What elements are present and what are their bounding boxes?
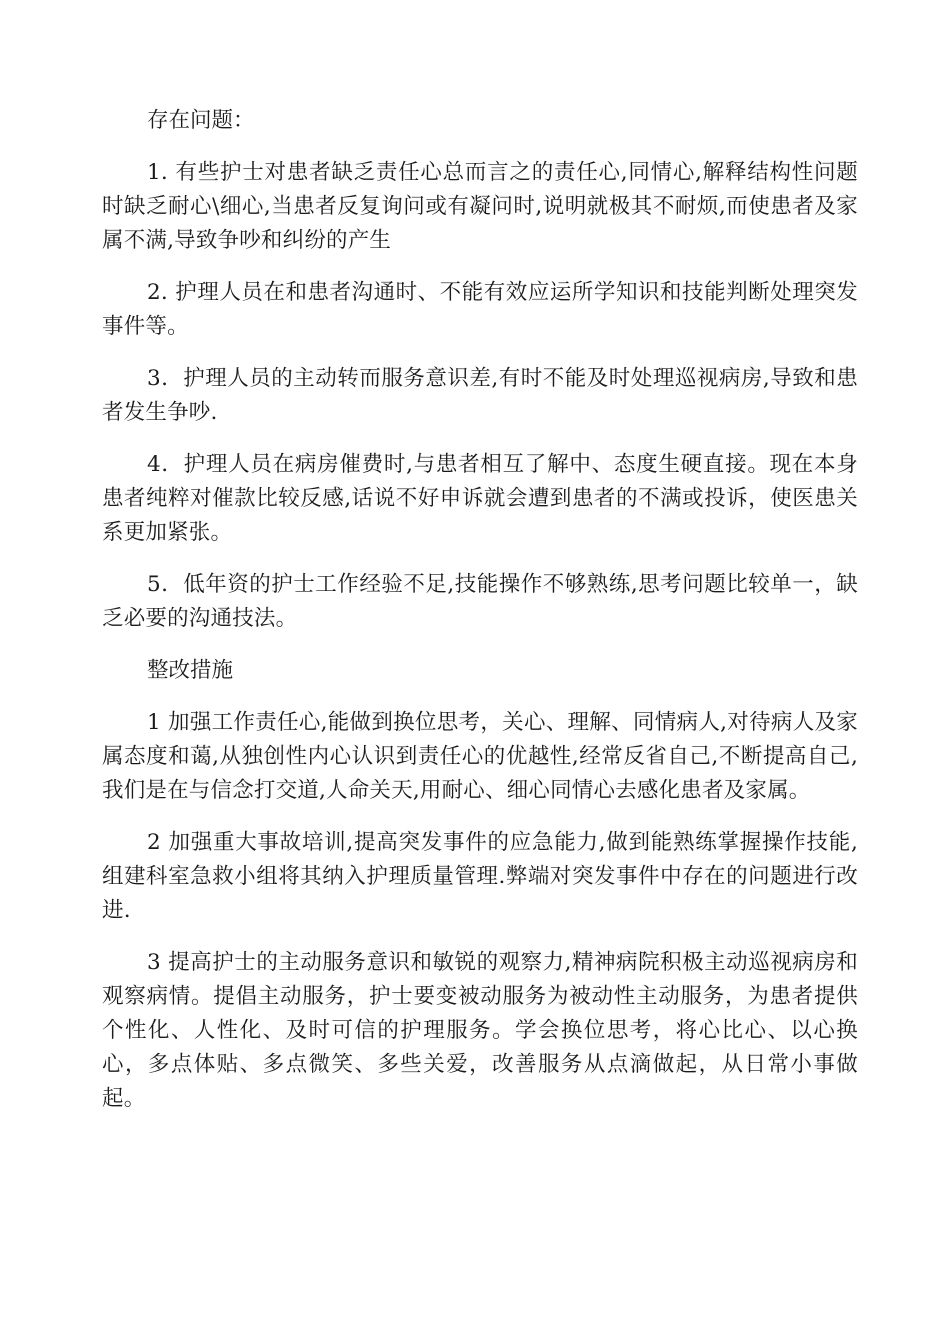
problem-item-5: 5．低年资的护士工作经验不足,技能操作不够熟练,思考问题比较单一，缺乏必要的沟通技法。 <box>102 572 858 631</box>
measure-item-3: 3 提高护士的主动服务意识和敏锐的观察力,精神病院积极主动巡视病房和观察病情。提倡主动服务，护士要变被动服务为被动性主动服务，为患者提供个性化、人性化、及时可信的护理服务。学会换位思考，将心比心、以心换心，多点体贴、多点微笑、多些关爱，改善服务从点滴做起，从日常小事做起。 <box>102 950 858 1111</box>
problems-heading: 存在问题： <box>147 108 255 133</box>
problem-item-3: 3．护理人员的主动转而服务意识差,有时不能及时处理巡视病房,导致和患者发生争吵. <box>102 366 858 425</box>
measure-item-2: 2 加强重大事故培训,提高突发事件的应急能力,做到能熟练掌握操作技能,组建科室急救小组将其纳入护理质量管理.弊端对突发事件中存在的问题进行改进. <box>102 830 858 923</box>
measure-item-1: 1 加强工作责任心,能做到换位思考，关心、理解、同情病人,对待病人及家属态度和蔼,从独创性内心认识到责任心的优越性,经常反省自己,不断提高自己,我们是在与信念打交道,人命关天,用耐心、细心同情心去感化患者及家属。 <box>102 710 858 803</box>
problem-item-4: 4．护理人员在病房催费时,与患者相互了解中、态度生硬直接。现在本身患者纯粹对催款比较反感,话说不好申诉就会遭到患者的不满或投诉，使医患关系更加紧张。 <box>102 452 858 545</box>
measures-heading: 整改措施 <box>147 658 234 683</box>
problem-item-2: 2. 护理人员在和患者沟通时、不能有效应运所学知识和技能判断处理突发事件等。 <box>102 280 858 339</box>
document-body <box>102 104 858 1134</box>
problem-item-1: 1. 有些护士对患者缺乏责任心总而言之的责任心,同情心,解释结构性问题时缺乏耐心\细心,当患者反复询问或有凝问时,说明就极其不耐烦,而使患者及家属不满,导致争吵和纠纷的产生 <box>102 160 858 253</box>
